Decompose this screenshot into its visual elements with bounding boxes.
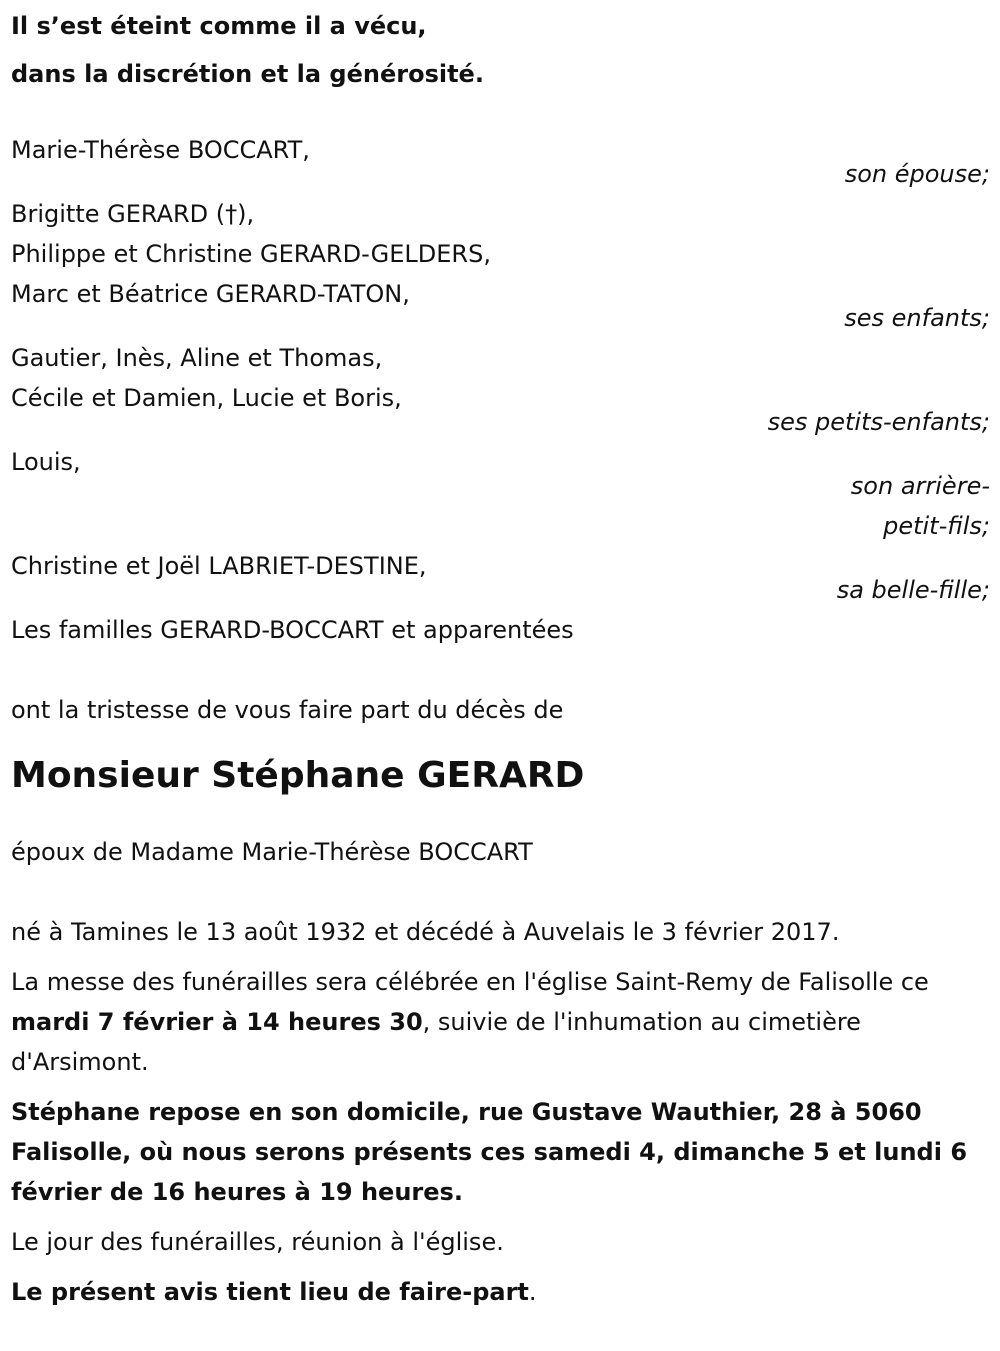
family-name: Marie-Thérèse BOCCART, [11, 136, 310, 164]
visitation-paragraph: Stéphane repose en son domicile, rue Gustave Wauthier, 28 à 5060 Falisolle, où nous serons présents ces samedi 4, dimanche 5 et lundi 6 février de 16 heures à 19 heures. [11, 1098, 968, 1206]
family-name: Gautier, Inès, Aline et Thomas, [11, 344, 383, 372]
meeting-line: Le jour des funérailles, réunion à l'église. [11, 1228, 504, 1256]
family-group-daughter-in-law [11, 546, 990, 610]
funeral-text-before: La messe des funérailles sera célébrée en l'église Saint-Remy de Falisolle ce [11, 968, 929, 996]
spouse-line: époux de Madame Marie-Thérèse BOCCART [11, 838, 533, 866]
family-role: petit-fils; [883, 512, 990, 540]
epigraph-line-2: dans la discrétion et la générosité. [11, 60, 484, 88]
funeral-datetime: mardi 7 février à 14 heures 30 [11, 1008, 423, 1036]
obituary-notice [11, 6, 990, 1312]
family-role: son épouse; [844, 160, 990, 188]
notice-after: . [528, 1278, 537, 1306]
family-group-children [11, 194, 990, 338]
deceased-name: Monsieur Stéphane GERARD [11, 755, 585, 796]
funeral-text-after: , suivie de l'inhumation au cimetière d'Arsimont. [11, 1008, 861, 1076]
family-name: Philippe et Christine GERARD-GELDERS, [11, 240, 491, 268]
funeral-paragraph [11, 962, 990, 1082]
family-group-great-grandchild [11, 442, 990, 546]
family-name: Marc et Béatrice GERARD-TATON, [11, 280, 410, 308]
extended-family: Les familles GERARD-BOCCART et apparentées [11, 616, 574, 644]
family-group-grandchildren [11, 338, 990, 442]
epigraph-line-1: Il s’est éteint comme il a vécu, [11, 12, 427, 40]
family-role: son arrière- [850, 472, 990, 500]
notice-line [11, 1272, 990, 1312]
family-role: sa belle-fille; [836, 576, 990, 604]
family-name: Christine et Joël LABRIET-DESTINE, [11, 552, 427, 580]
family-role: ses petits-enfants; [767, 408, 990, 436]
announcement: ont la tristesse de vous faire part du décès de [11, 696, 564, 724]
family-name: Cécile et Damien, Lucie et Boris, [11, 384, 402, 412]
family-name: Louis, [11, 448, 81, 476]
birth-death-line: né à Tamines le 13 août 1932 et décédé à Auvelais le 3 février 2017. [11, 918, 840, 946]
family-group-spouse [11, 130, 990, 194]
notice-bold: Le présent avis tient lieu de faire-part [11, 1278, 529, 1306]
family-role: ses enfants; [844, 304, 990, 332]
family-name: Brigitte GERARD (†), [11, 200, 255, 228]
